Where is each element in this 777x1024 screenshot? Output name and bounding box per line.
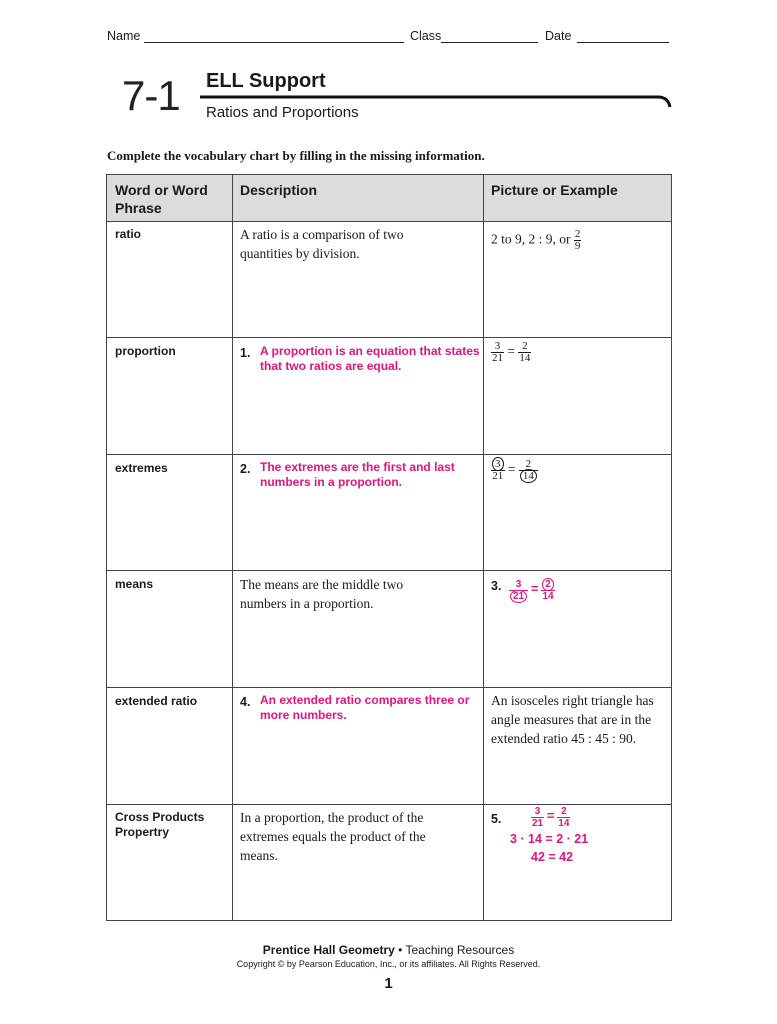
fraction: $\frac{3}{21}$ [492, 340, 503, 364]
row-divider [107, 804, 671, 805]
row-divider [107, 687, 671, 688]
header-description: Description [240, 182, 318, 198]
header-word: Word or Word Phrase [115, 182, 208, 216]
header-example: Picture or Example [491, 182, 618, 198]
qnum-2: 2. [240, 462, 251, 476]
example-ratio [491, 229, 581, 252]
example-ratio-text: 2 to 9, 2 : 9, or [491, 231, 571, 247]
name-blank [144, 42, 404, 43]
copyright: Copyright © by Pearson Education, Inc., or its affiliates. All Rights Reserved. [236, 959, 541, 969]
date-blank [577, 42, 669, 43]
answer-proportion: A proportion is an equation that states that two ratios are equal. [260, 344, 480, 373]
desc-cross-products: In a proportion, the product of the extremes equals the product of the means. [240, 810, 426, 863]
vocabulary-chart [106, 174, 672, 921]
page-number: 1 [384, 975, 393, 992]
fraction: $\frac{3}{21}$ [509, 579, 528, 602]
fraction: $\frac{2}{14}$ [519, 459, 538, 482]
circled-extreme: 14 [520, 469, 537, 483]
fraction: $\frac{2}{14}$ [558, 806, 570, 829]
word-means: means [115, 577, 154, 591]
lesson-title: ELL Support [206, 70, 326, 92]
example-means: $\frac{3}{21}$ = $\frac{2}{14}$ [509, 579, 555, 602]
circled-extreme: 3 [492, 457, 504, 471]
word-proportion: proportion [115, 344, 176, 358]
lesson-subtitle: Ratios and Proportions [206, 104, 359, 121]
fraction: $\frac{3}{21}$ [532, 806, 544, 829]
row-divider [107, 454, 671, 455]
example-extremes: $\frac{3}{21}$ = $\frac{2}{14}$ [491, 459, 538, 482]
word-cross-products: Cross Products Propertry [115, 810, 205, 839]
footer-credit [0, 943, 777, 957]
class-label: Class [410, 29, 442, 43]
book-title: Prentice Hall Geometry [262, 943, 395, 957]
date-label: Date [545, 29, 572, 43]
instructions: Complete the vocabulary chart by filling in the missing information. [107, 148, 485, 163]
circled-mean: 21 [510, 590, 527, 603]
lesson-number: 7-1 [122, 72, 180, 119]
cross-product-line: 3 · 14 = 2 · 21 [510, 832, 589, 846]
word-ratio: ratio [115, 227, 142, 241]
desc-ratio: A ratio is a comparison of two quantities by division. [240, 227, 404, 261]
qnum-5: 5. [491, 812, 502, 826]
word-extremes: extremes [115, 461, 168, 475]
fraction: $\frac{2}{14}$ [542, 579, 554, 602]
col-divider [232, 175, 233, 920]
name-label: Name [107, 29, 141, 43]
example-extended-ratio: An isosceles right triangle has angle measures that are in the extended ratio 45 : 45 : 90. [491, 693, 654, 746]
qnum-4: 4. [240, 695, 251, 709]
resource-name: Teaching Resources [405, 943, 515, 957]
example-proportion: $\frac{3}{21}$ = $\frac{2}{14}$ [492, 340, 531, 364]
row-divider [107, 570, 671, 571]
answer-extremes: The extremes are the first and last numbers in a proportion. [260, 460, 455, 489]
circled-mean: 2 [542, 578, 554, 591]
col-divider [483, 175, 484, 920]
word-extended-ratio: extended ratio [115, 694, 198, 708]
class-blank [441, 42, 538, 43]
qnum-3: 3. [491, 579, 502, 593]
example-cross-products: $\frac{3}{21}$ = $\frac{2}{14}$ [532, 806, 570, 829]
row-divider [107, 337, 671, 338]
title-rule [200, 94, 672, 108]
fraction: $\frac{2}{14}$ [519, 340, 531, 364]
fraction: $\frac{2}{9}$ [574, 228, 581, 252]
answer-extended-ratio: An extended ratio compares three or more numbers. [260, 693, 470, 722]
footer-bullet: • [398, 943, 403, 957]
desc-means: The means are the middle two numbers in a proportion. [240, 577, 404, 611]
qnum-1: 1. [240, 346, 251, 360]
cross-product-result: 42 = 42 [531, 850, 574, 864]
fraction: $\frac{3}{21}$ [492, 458, 504, 482]
